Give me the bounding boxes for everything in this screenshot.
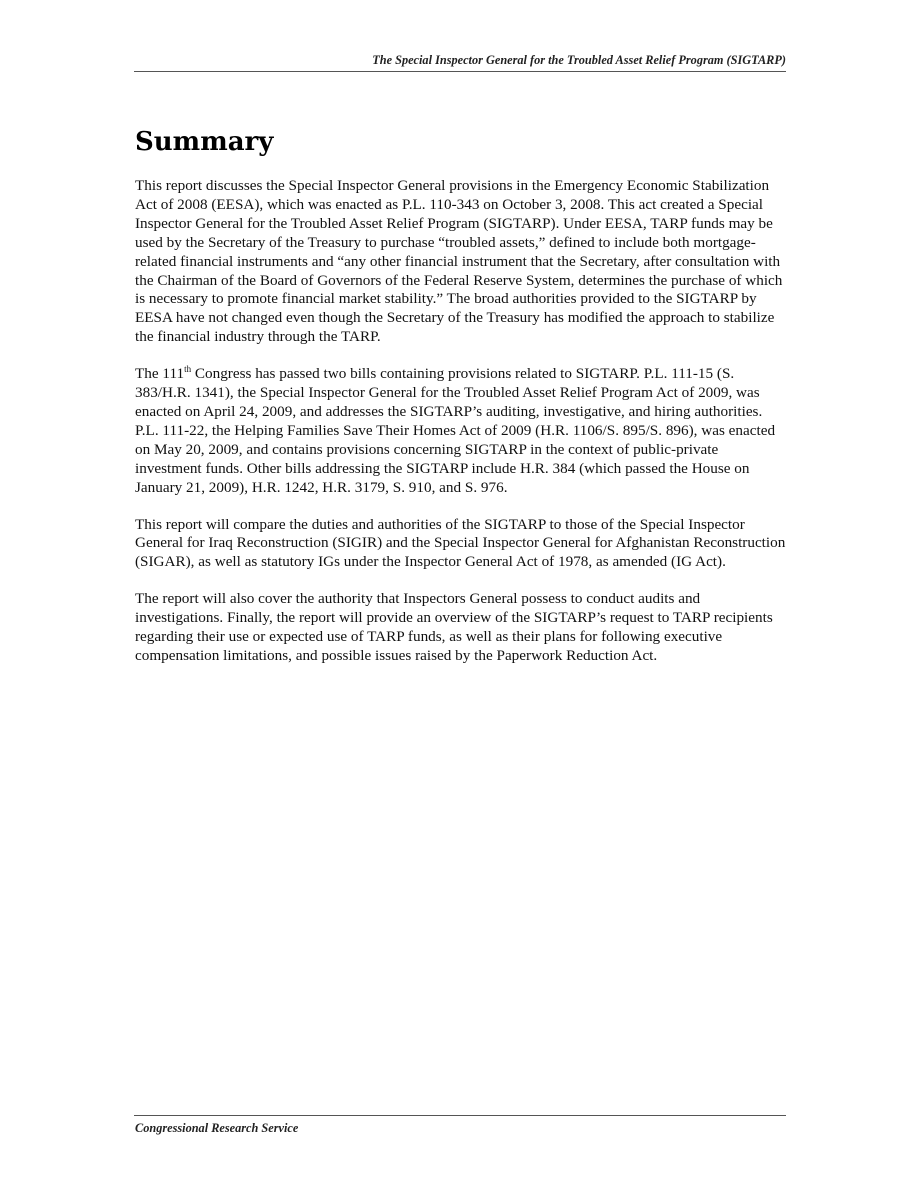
page-title: Summary [135, 127, 274, 157]
footer-divider [134, 1115, 786, 1116]
running-footer: Congressional Research Service [135, 1121, 299, 1135]
paragraph-lead-text: The 111 [135, 365, 185, 383]
summary-body [135, 177, 787, 684]
paragraph-rest-text: Congress has passed two bills containing provisions related to SIGTARP. P.L. 111-15 (S. 383/H.R. 1341), the Special Inspector General for the Troubled Asset Relief Program Act of 2009, was enacted on April 24, 2009, and addresses the SIGTARP’s auditing, investigative, and hiring authorities. P.L. 111-22, the Helping Families Save Their Homes Act of 2009 (H.R. 1106/S. 895/S. 896), was enacted on May 20, 2009, and contains provisions concerning SIGTARP in the context of public-private investment funds. Other bills addressing the SIGTARP include H.R. 384 (which passed the House on January 21, 2009), H.R. 1242, H.R. 3179, S. 910, and S. 976. [135, 365, 776, 496]
paragraph-congress-bills [135, 365, 787, 497]
paragraph-eesa-overview: This report discusses the Special Inspector General provisions in the Emergency Economic Stabilization Act of 2008 (EESA), which was enacted as P.L. 110-343 on October 3, 2008. This act created a Special Inspector General for the Troubled Asset Relief Program (SIGTARP). Under EESA, TARP funds may be used by the Secretary of the Treasury to purchase “troubled assets,” defined to include both mortgage-related financial instruments and “any other financial instrument that the Secretary, after consultation with the Chairman of the Board of Governors of the Federal Reserve System, determines the purchase of which is necessary to promote financial market stability.” The broad authorities provided to the SIGTARP by EESA have not changed even though the Secretary of the Treasury has modified the approach to stabilize the financial industry through the TARP. [135, 177, 783, 346]
paragraph-comparison: This report will compare the duties and authorities of the SIGTARP to those of the Special Inspector General for Iraq Reconstruction (SIGIR) and the Special Inspector General for Afghanistan Reconstruction (SIGAR), as well as statutory IGs under the Inspector General Act of 1978, as amended (IG Act). [135, 515, 786, 571]
paragraph-authority: The report will also cover the authority that Inspectors General possess to conduct audits and investigations. Finally, the report will provide an overview of the SIGTARP’s request to TARP recipients regarding their use or expected use of TARP funds, as well as their plans for following executive compensation limitations, and possible issues raised by the Paperwork Reduction Act. [135, 590, 773, 664]
ordinal-superscript: th [184, 364, 192, 375]
running-header: The Special Inspector General for the Troubled Asset Relief Program (SIGTARP) [372, 53, 786, 67]
header-divider [134, 71, 786, 72]
